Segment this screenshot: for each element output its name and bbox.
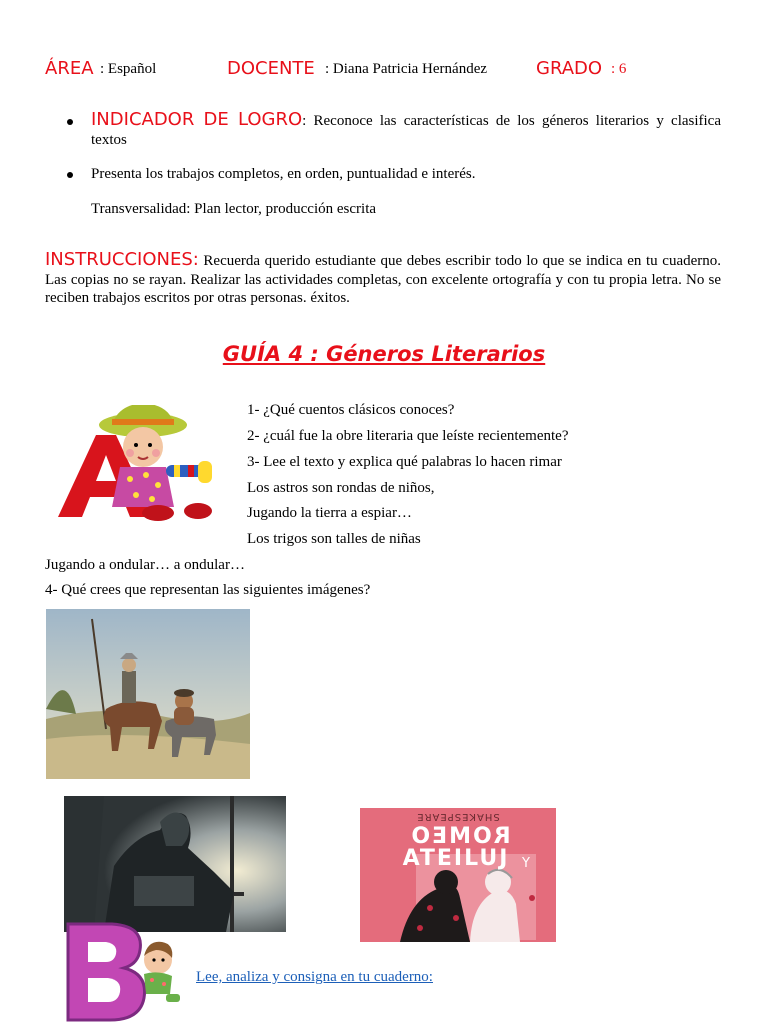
cover-author: SHAKESPEARE <box>416 811 500 822</box>
area-value: : Español <box>100 61 157 77</box>
indicator-label: INDICADOR DE LOGRO <box>91 109 303 130</box>
cover-title-y: Y <box>522 856 530 871</box>
question-3: 3- Lee el texto y explica qué palabras lo hacen rimar <box>247 454 562 470</box>
guide-title: GUÍA 4 : Géneros Literarios <box>222 342 546 366</box>
poem-line-1: Los astros son rondas de niños, <box>247 480 435 496</box>
teacher-label: DOCENTE <box>227 58 315 79</box>
grade-value: : 6 <box>611 61 627 77</box>
poem-line-3: Los trigos son talles de niñas <box>247 531 421 547</box>
indicator-text: : Reconoce las características de los géneros literarios y clasifica textos <box>91 113 722 148</box>
poem-line-4: Jugando a ondular… a ondular… <box>45 557 245 573</box>
romeo-juliet-cover <box>360 808 556 942</box>
header-row <box>45 58 745 82</box>
question-2: 2- ¿cuál fue la obre literaria que leíste recientemente? <box>247 428 569 444</box>
requirements-text: Presenta los trabajos completos, en orden, puntualidad e interés. <box>91 166 476 182</box>
cover-title-romeo: ROMEO <box>409 824 511 849</box>
bullet-dot <box>67 119 73 125</box>
poem-line-2: Jugando la tierra a espiar… <box>247 505 412 521</box>
instructions-label: INSTRUCCIONES: <box>45 249 199 270</box>
question-4: 4- Qué crees que representan las siguientes imágenes? <box>45 582 371 598</box>
transversality-text: Transversalidad: Plan lector, producción escrita <box>91 201 377 217</box>
instructions-text: Recuerda querido estudiante que debes escribir todo lo que se indica en tu cuaderno. Las copias no se rayan. Realizar las actividades completas, con excelente ortografía y con tu propia letra. No se reciben trabajos escritos por otras personas. éxitos. <box>45 253 721 306</box>
don-quixote-image <box>46 609 250 779</box>
letter-b-kid-illustration <box>62 920 184 1024</box>
teacher-value: : Diana Patricia Hernández <box>325 61 488 77</box>
dark-knight-image <box>64 796 286 932</box>
cover-title-julieta: ATEILUJ <box>402 846 510 871</box>
bullet-dot <box>67 172 73 178</box>
letter-a-kid-illustration <box>48 405 230 525</box>
area-label: ÁREA <box>45 58 94 79</box>
question-1: 1- ¿Qué cuentos clásicos conoces? <box>247 402 455 418</box>
achievement-indicator <box>91 110 721 150</box>
grade-label: GRADO <box>536 58 603 79</box>
analyze-instruction-link[interactable]: Lee, analiza y consigna en tu cuaderno: <box>196 969 433 985</box>
instructions <box>45 251 721 308</box>
